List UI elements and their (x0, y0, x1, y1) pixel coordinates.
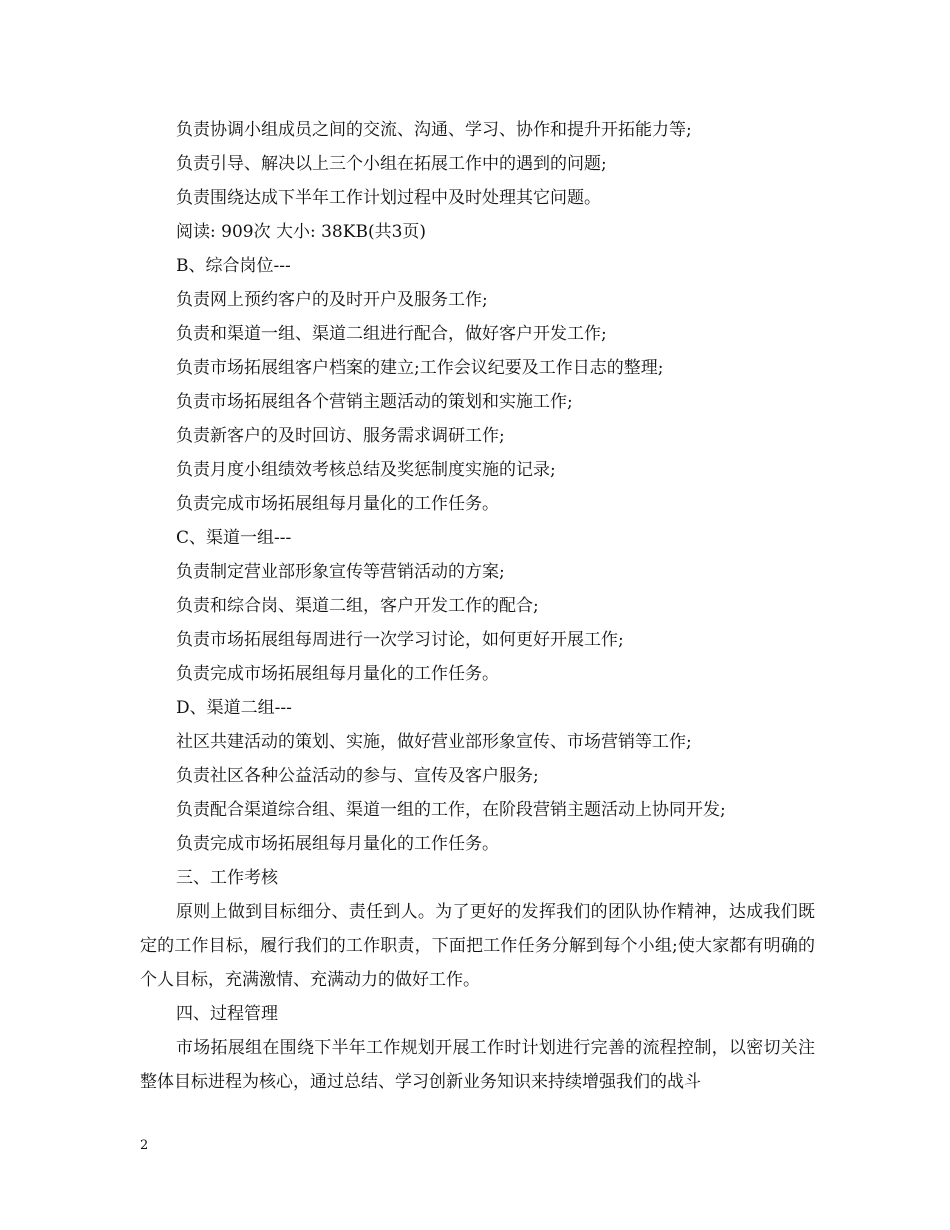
text-line: 负责社区各种公益活动的参与、宣传及客户服务; (176, 766, 539, 786)
section-heading: 三、工作考核 (176, 868, 278, 888)
section-heading: B、综合岗位--- (176, 256, 291, 276)
text-line: 负责协调小组成员之间的交流、沟通、学习、协作和提升开拓能力等; (176, 120, 692, 140)
text-line: 负责和综合岗、渠道二组，客户开发工作的配合; (176, 596, 539, 616)
text-line: 负责市场拓展组客户档案的建立;工作会议纪要及工作日志的整理; (176, 358, 664, 378)
section-heading: 四、过程管理 (176, 1004, 278, 1024)
text-line: 负责完成市场拓展组每月量化的工作任务。 (176, 494, 499, 514)
text-line: 负责完成市场拓展组每月量化的工作任务。 (176, 834, 499, 854)
document-body (140, 113, 815, 1099)
paragraph: 原则上做到目标细分、责任到人。为了更好的发挥我们的团队协作精神，达成我们既定的工作目标，履行我们的工作职责，下面把工作任务分解到每个小组;使大家都有明确的个人目标，充满激情、充满动力的做好工作。 (140, 902, 815, 990)
section-heading: D、渠道二组--- (176, 698, 292, 718)
read-stats-line: 阅读: 909次 大小: 38KB(共3页) (176, 222, 427, 242)
section-heading: C、渠道一组--- (176, 528, 292, 548)
text-line: 负责制定营业部形象宣传等营销活动的方案; (176, 562, 505, 582)
text-line: 负责新客户的及时回访、服务需求调研工作; (176, 426, 505, 446)
text-line: 负责和渠道一组、渠道二组进行配合，做好客户开发工作; (176, 324, 607, 344)
page-number: 2 (140, 1138, 149, 1153)
text-line: 负责完成市场拓展组每月量化的工作任务。 (176, 664, 499, 684)
text-line: 负责月度小组绩效考核总结及奖惩制度实施的记录; (176, 460, 556, 480)
paragraph: 市场拓展组在围绕下半年工作规划开展工作时计划进行完善的流程控制，以密切关注整体目标进程为核心，通过总结、学习创新业务知识来持续增强我们的战斗 (140, 1038, 815, 1092)
text-line: 负责网上预约客户的及时开户及服务工作; (176, 290, 488, 310)
text-line: 社区共建活动的策划、实施，做好营业部形象宣传、市场营销等工作; (176, 732, 692, 752)
text-line: 负责市场拓展组每周进行一次学习讨论，如何更好开展工作; (176, 630, 624, 650)
text-line: 负责市场拓展组各个营销主题活动的策划和实施工作; (176, 392, 573, 412)
text-line: 负责围绕达成下半年工作计划过程中及时处理其它问题。 (176, 188, 601, 208)
text-line: 负责配合渠道综合组、渠道一组的工作，在阶段营销主题活动上协同开发; (176, 800, 726, 820)
text-line: 负责引导、解决以上三个小组在拓展工作中的遇到的问题; (176, 154, 607, 174)
